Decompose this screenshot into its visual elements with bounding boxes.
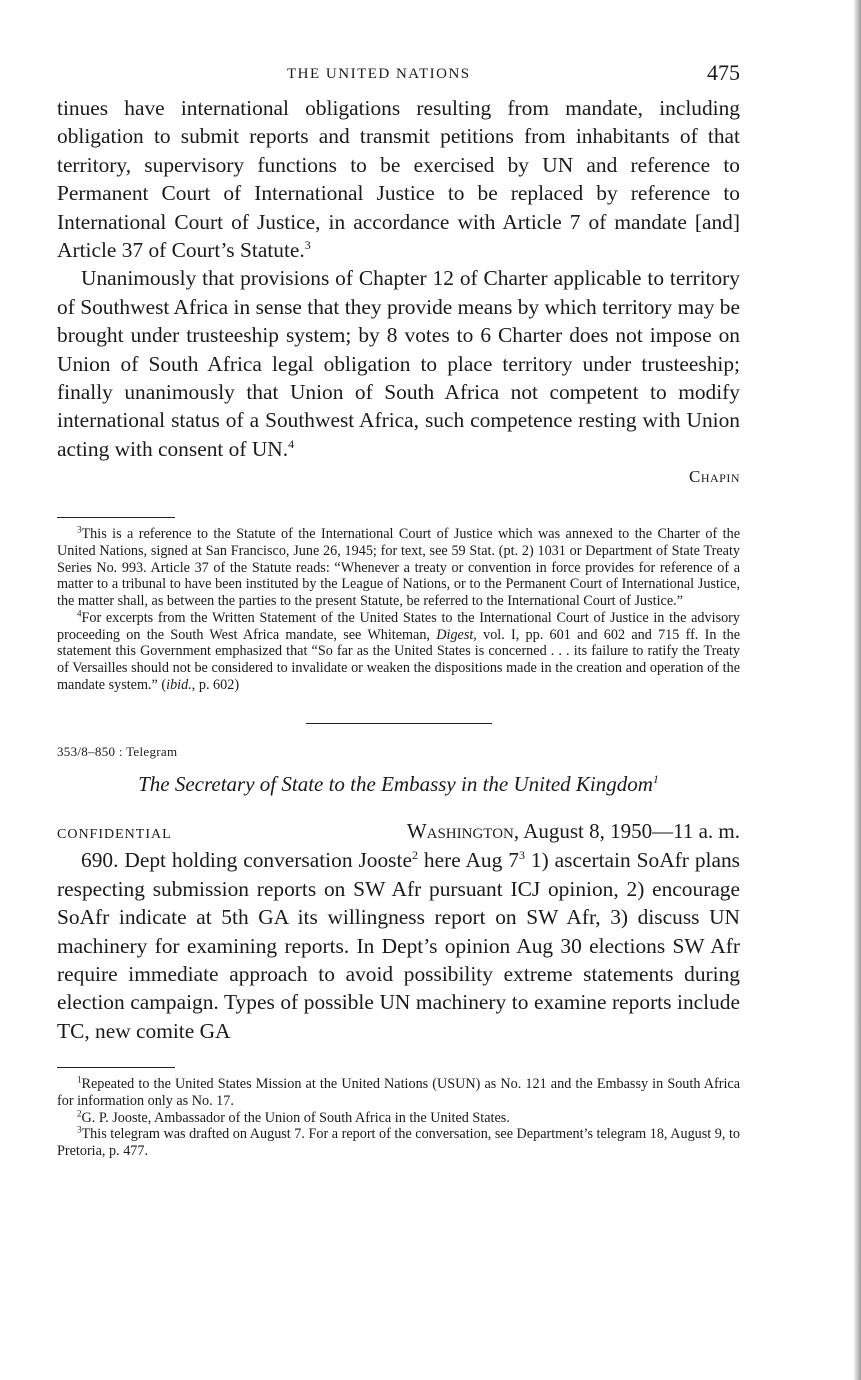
footnote-ref-2: 2 bbox=[411, 848, 418, 863]
footnote-text: This is a reference to the Statute of the International Court of Justice which was annexed to the Charter of the United Nations, signed at San Francisco, June 26, 1945; for text, see 59 Stat. (pt. 2) 1031 or Department of State Treaty Series No. 993. Article 37 of the Statute reads: “Whenever a treaty or convention in force provides for reference of a matter to a tribunal to have been instituted by the League of Nations, or to the Permanent Court of International Justice, the matter shall, as between the parties to the present Statute, be referred to the International Court of Justice.” bbox=[57, 526, 740, 610]
section-divider bbox=[306, 723, 492, 724]
ibid: ibid. bbox=[166, 676, 192, 693]
document-page bbox=[57, 60, 740, 1160]
city: Washington bbox=[406, 819, 514, 844]
footnote-ref-3: 3 bbox=[518, 848, 525, 863]
running-head: THE UNITED NATIONS bbox=[287, 66, 471, 82]
continuation-paragraph bbox=[57, 94, 740, 264]
footnote-number: 4 bbox=[77, 608, 82, 619]
digest-title: Digest bbox=[436, 626, 474, 643]
footnote-number: 1 bbox=[77, 1074, 82, 1085]
continuation-text: tinues have international obligations resulting from mandate, including obligation to submit reports and transmit petitions from inhabitants of that territory, supervisory functions to be exercised by UN and reference to Permanent Court of International Justice to be replaced by reference to International Court of Justice, in accordance with Article 7 of mandate [and] Article 37 of Court’s Statute. bbox=[57, 96, 740, 263]
footnote-1 bbox=[57, 1076, 740, 1109]
unanimous-paragraph bbox=[57, 264, 740, 463]
footnote-text: For excerpts from the Written Statement of the United States to the International Court of Justice in the advisory proceeding on the South West Africa mandate, see Whiteman, bbox=[57, 609, 740, 643]
footnote-3-bottom bbox=[57, 1126, 740, 1159]
footnote-text: , vol. I, pp. 601 and 602 and 715 ff. In the statement this Government emphasized that “So far as the United States is concerned . . . its failure to ratify the Treaty of Versailles should not be considered to invalidate or weaken the dispositions made in the creation and operation of the mandate system.” ( bbox=[57, 626, 741, 693]
page-number: 475 bbox=[707, 60, 740, 85]
dateline bbox=[57, 819, 740, 844]
page-edge-shadow bbox=[853, 0, 861, 1380]
date-place bbox=[407, 819, 740, 844]
signature-chapin: Chapin bbox=[688, 467, 740, 487]
footnote-text: G. P. Jooste, Ambassador of the Union of South Africa in the United States. bbox=[81, 1109, 510, 1126]
document-title bbox=[57, 772, 740, 797]
footnote-divider bbox=[57, 1067, 175, 1068]
file-reference: 353/8–850 : Telegram bbox=[57, 744, 178, 760]
footnote-ref-1: 1 bbox=[652, 772, 659, 787]
telegram-text: 1) ascertain SoAfr plans respecting submission reports on SW Afr pursuant ICJ opinion, 2) encourage SoAfr indicate at 5th GA its willingness report on SW Afr, 3) discuss UN machinery for examining reports. In Dept’s opinion Aug 30 elections SW Afr require immediate approach to avoid possibility extreme statements during election campaign. Types of possible UN machinery to examine reports include TC, new comite GA bbox=[57, 848, 741, 1043]
document-title-text: The Secretary of State to the Embassy in the United Kingdom bbox=[138, 772, 653, 797]
footnote-ref-3: 3 bbox=[304, 237, 311, 252]
footnote-ref-4: 4 bbox=[288, 436, 295, 451]
classification-label: CONFIDENTIAL bbox=[57, 827, 172, 843]
unanimous-text: Unanimously that provisions of Chapter 12 of Charter applicable to territory of Southwest Africa in sense that they provide means by which territory may be brought under trusteeship system; by 8 votes to 6 Charter does not impose on Union of South Africa legal obligation to place territory under trusteeship; finally unanimously that Union of South Africa not competent to modify international status of a Southwest Africa, such competence resting with Union acting with consent of UN. bbox=[57, 266, 740, 461]
page-header bbox=[57, 60, 740, 94]
footnote-divider bbox=[57, 517, 175, 518]
telegram-text: 690. Dept holding conversation Jooste bbox=[81, 848, 412, 873]
telegram-text: here Aug 7 bbox=[417, 848, 519, 873]
footnote-text: Repeated to the United States Mission at the United Nations (USUN) as No. 121 and the Embassy in South Africa for information only as No. 17. bbox=[57, 1076, 740, 1109]
footnote-text: This telegram was drafted on August 7. For a report of the conversation, see Department’s telegram 18, August 9, to Pretoria, p. 477. bbox=[57, 1126, 740, 1159]
footnote-number: 3 bbox=[77, 1124, 82, 1135]
footnote-4 bbox=[57, 610, 740, 694]
date: , August 8, 1950—11 a. m. bbox=[513, 819, 740, 844]
telegram-body bbox=[57, 846, 740, 1045]
footnote-text: , p. 602) bbox=[191, 676, 240, 693]
footnote-number: 3 bbox=[77, 524, 82, 535]
footnote-2 bbox=[57, 1107, 740, 1127]
footnote-number: 2 bbox=[77, 1107, 82, 1118]
footnote-3 bbox=[57, 526, 740, 610]
